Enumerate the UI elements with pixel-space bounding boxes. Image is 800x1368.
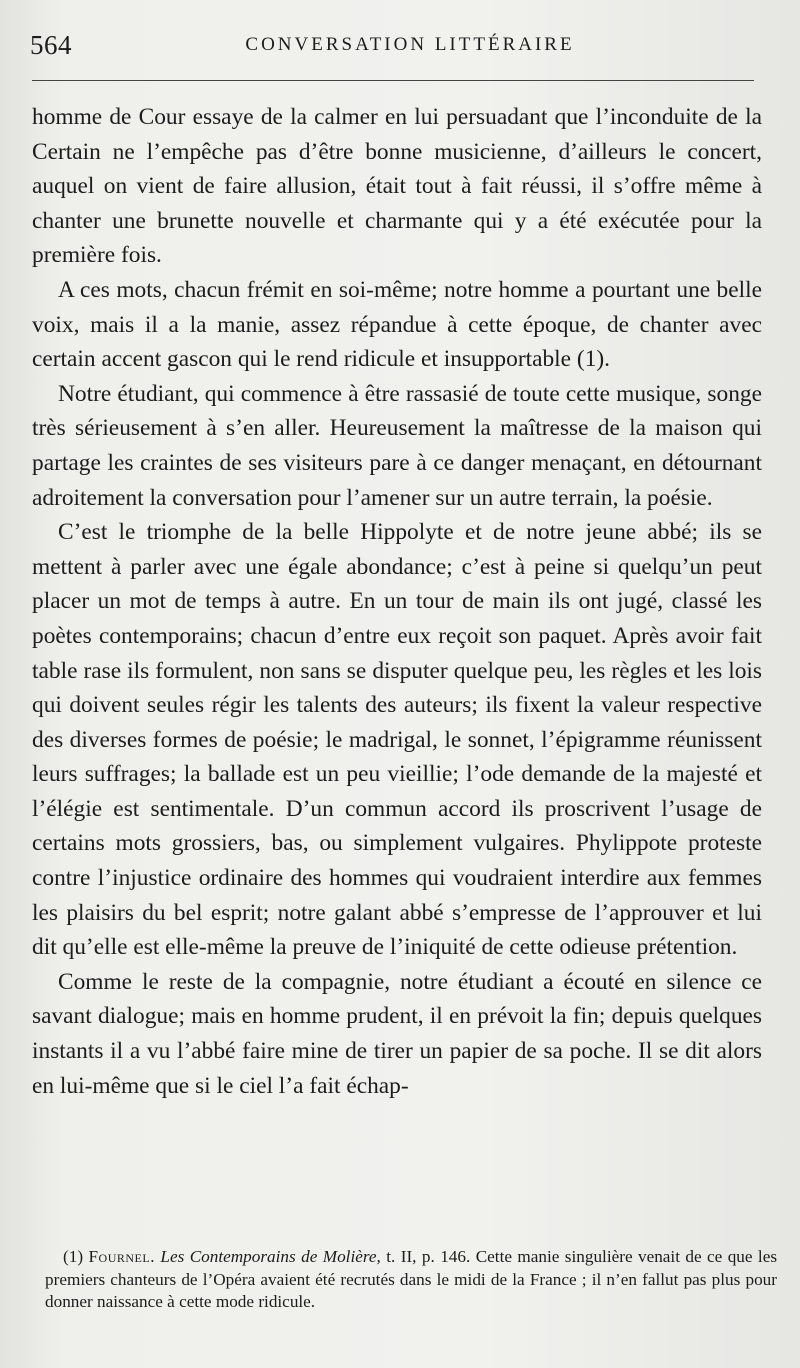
footnote-body: Cette manie singulière venait de ce que les premiers chanteurs de l’Opéra avaient été recrutés dans le midi de la France ; il n’en fallut pas plus pour donner naissance à cette mode ridicule.: [45, 1247, 778, 1311]
running-title: CONVERSATION LITTÉRAIRE: [245, 34, 575, 55]
footnote-author: Fournel.: [88, 1247, 155, 1266]
header-rule: [32, 80, 754, 81]
footnote-work-title: Les Contemporains de Molière,: [160, 1247, 381, 1266]
paragraph: Notre étudiant, qui commence à être rassasié de toute cette musique, songe très sérieusement à s’en aller. Heureusement la maîtresse de la maison qui partage les craintes de ses visiteurs pare à ce danger menaçant, en détournant adroitement la conversation pour l’amener sur un autre terrain, la poésie.: [32, 380, 762, 511]
footnote-marker: (1): [63, 1247, 84, 1266]
paragraph: C’est le triomphe de la belle Hippolyte et de notre jeune abbé; ils se mettent à parler avec une égale abondance; c’est à peine si quelqu’un peut placer un mot de temps à autre. En un tour de main ils ont jugé, classé les poètes contemporains; chacun d’entre eux reçoit son paquet. Après avoir fait table rase ils formulent, non sans se disputer quelque peu, les règles et les lois qui doivent seules régir les talents des auteurs; ils fixent la valeur respective des diverses formes de poésie; le madrigal, le sonnet, l’épigramme réunissent leurs suffrages; la ballade est un peu vieillie; l’ode demande de la majesté et l’élégie est sentimentale. D’un commun accord ils proscrivent l’usage de certains mots grossiers, bas, ou simplement vulgaires. Phylippote proteste contre l’injustice ordinaire des hommes qui voudraient interdire aux femmes les plaisirs du bel esprit; notre galant abbé s’empresse de l’approuver et lui dit qu’elle est elle-même la preuve de l’iniquité de cette odieuse prétention.: [32, 519, 762, 961]
paragraph: Comme le reste de la compagnie, notre étudiant a écouté en silence ce savant dialogue; mais en homme prudent, il en prévoit la fin; depuis quelques instants il a vu l’abbé faire mine de tirer un papier de sa poche. Il se dit alors en lui-même que si le ciel l’a fait échap-: [32, 968, 762, 1099]
footnote: [45, 1246, 777, 1314]
footnote-reference: t. II, p. 146.: [386, 1247, 471, 1266]
page-number: 564: [30, 30, 72, 60]
paragraph: A ces mots, chacun frémit en soi-même; notre homme a pourtant une belle voix, mais il a la manie, assez répandue à cette époque, de chanter avec certain accent gascon qui le rend ridicule et insupportable (1).: [32, 276, 762, 373]
paragraph-continued: homme de Cour essaye de la calmer en lui persuadant que l’inconduite de la Certain ne l’empêche pas d’être bonne musicienne, d’ailleurs le concert, auquel on vient de faire allusion, était tout à fait réussi, il s’offre même à chanter une brunette nouvelle et charmante qui y a été exécutée pour la première fois.: [32, 104, 762, 269]
main-text: [32, 100, 762, 1103]
